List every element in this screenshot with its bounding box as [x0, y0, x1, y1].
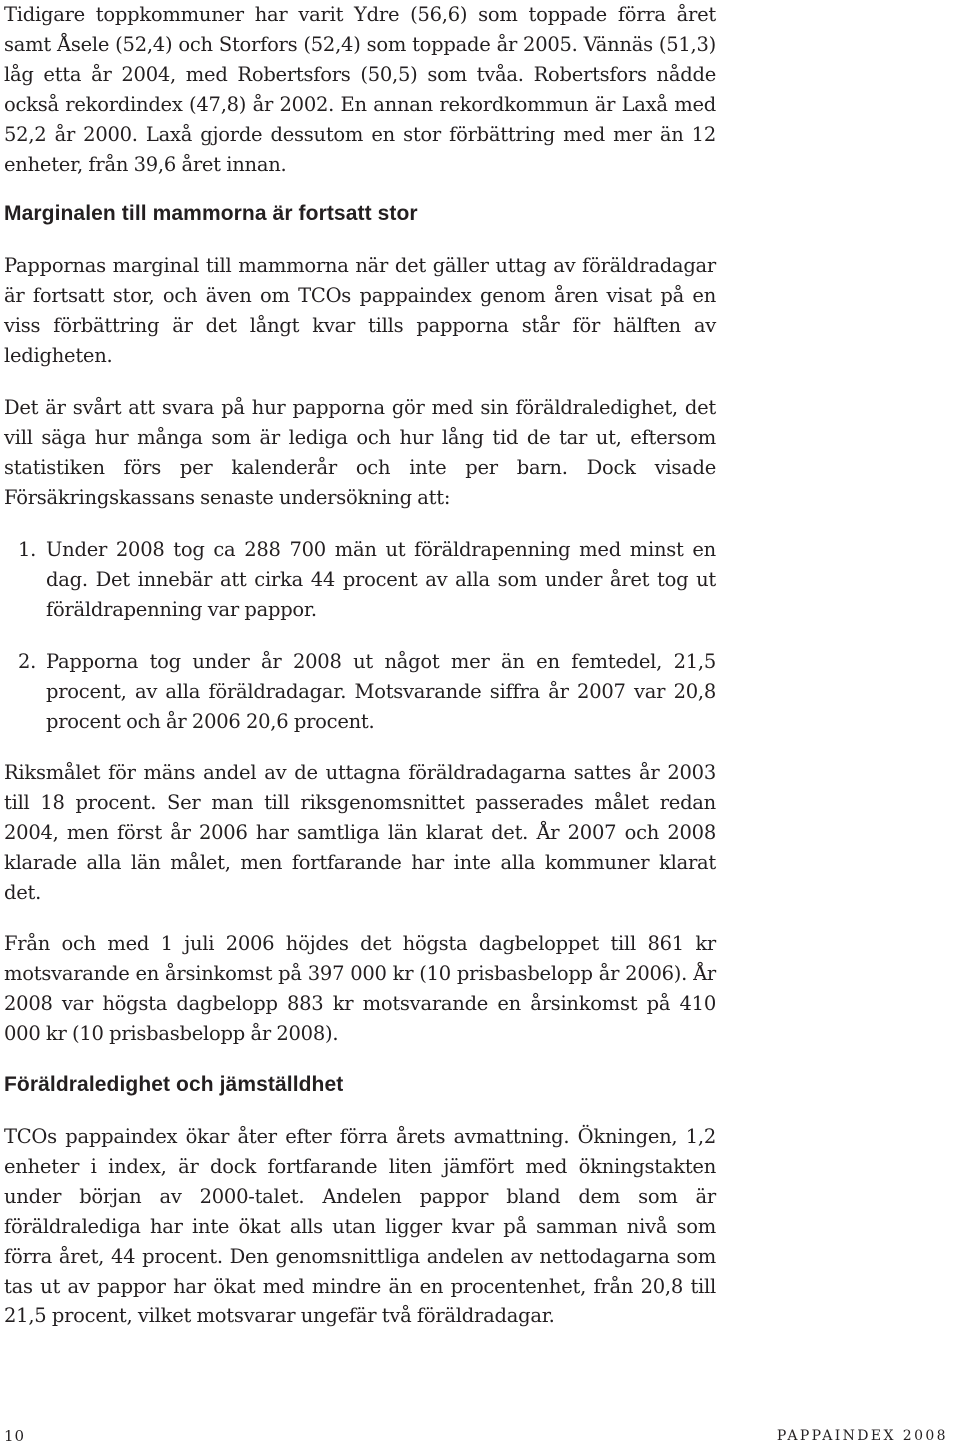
list-item: [4, 535, 716, 625]
list-item-text: Under 2008 tog ca 288 700 män ut föräldrapenning med minst en dag. Det innebär att cirka 44 procent av alla som under året tog ut föräldrapenning var pappor.: [46, 538, 716, 621]
intro-paragraph: Tidigare toppkommuner har varit Ydre (56,6) som toppade förra året samt Åsele (52,4) och Storfors (52,4) som toppade år 2005. Vännäs (51,3) låg etta år 2004, med Robertsfors (50,5) som tvåa. Robertsfors nådde också rekordindex (47,8) år 2002. En annan rekordkommun är Laxå med 52,2 år 2000. Laxå gjorde dessutom en stor förbättring med mer än 12 enheter, från 39,6 året innan.: [4, 3, 716, 176]
section-heading-foraldraledighet: Föräldraledighet och jämställdhet: [4, 1073, 344, 1096]
tcos-paragraph: TCOs pappaindex ökar åter efter förra årets avmattning. Ökningen, 1,2 enheter i index, är dock fortfarande liten jämfört med ökningstakten under början av 2000-talet. Andelen pappor bland dem som är föräldralediga har inte ökat alls utan ligger kvar på samman nivå som förra året, 44 procent. Den genomsnittliga andelen av nettodagarna som tas ut av pappor har ökat med mindre än en procentenhet, från 20,8 till 21,5 procent, vilket motsvarar ungefär två föräldradagar.: [4, 1125, 716, 1328]
riksmal-paragraph: Riksmålet för mäns andel av de uttagna föräldradagarna sattes år 2003 till 18 procent. Ser man till riksgenomsnittet passerades målet redan 2004, men först år 2006 har samtliga län klarat det. År 2007 och 2008 klarade alla län målet, men fortfarande har inte alla kommuner klarat det.: [4, 761, 716, 904]
svart-paragraph: Det är svårt att svara på hur papporna gör med sin föräldraledighet, det vill säga hur många som är lediga och hur lång tid de tar ut, eftersom statistiken förs per kalenderår och inte per barn. Dock visade Försäkringskassans senaste undersökning att:: [4, 396, 716, 509]
list-item-number: 2.: [18, 650, 37, 673]
dagbelopp-paragraph: Från och med 1 juli 2006 höjdes det högsta dagbeloppet till 861 kr motsvarande en årsinkomst på 397 000 kr (10 prisbasbelopp år 2006). År 2008 var högsta dagbelopp 883 kr motsvarande en årsinkomst på 410 000 kr (10 prisbasbelopp år 2008).: [4, 932, 716, 1045]
page-number: 10: [4, 1427, 26, 1445]
list-item-number: 1.: [18, 538, 37, 561]
section-heading-marginal: Marginalen till mammorna är fortsatt stor: [4, 202, 418, 225]
marginal-paragraph: Pappornas marginal till mammorna när det gäller uttag av föräldradagar är fortsatt stor, och även om TCOs pappaindex genom åren visat på en viss förbättring är det långt kvar tills papporna står för hälften av ledigheten.: [4, 254, 716, 367]
list-item-text: Papporna tog under år 2008 ut något mer än en femtedel, 21,5 procent, av alla föräldradagar. Motsvarande siffra år 2007 var 20,8 procent och år 2006 20,6 procent.: [46, 650, 716, 733]
list-item: [4, 647, 716, 737]
publication-title: PAPPAINDEX 2008: [776, 1428, 948, 1444]
